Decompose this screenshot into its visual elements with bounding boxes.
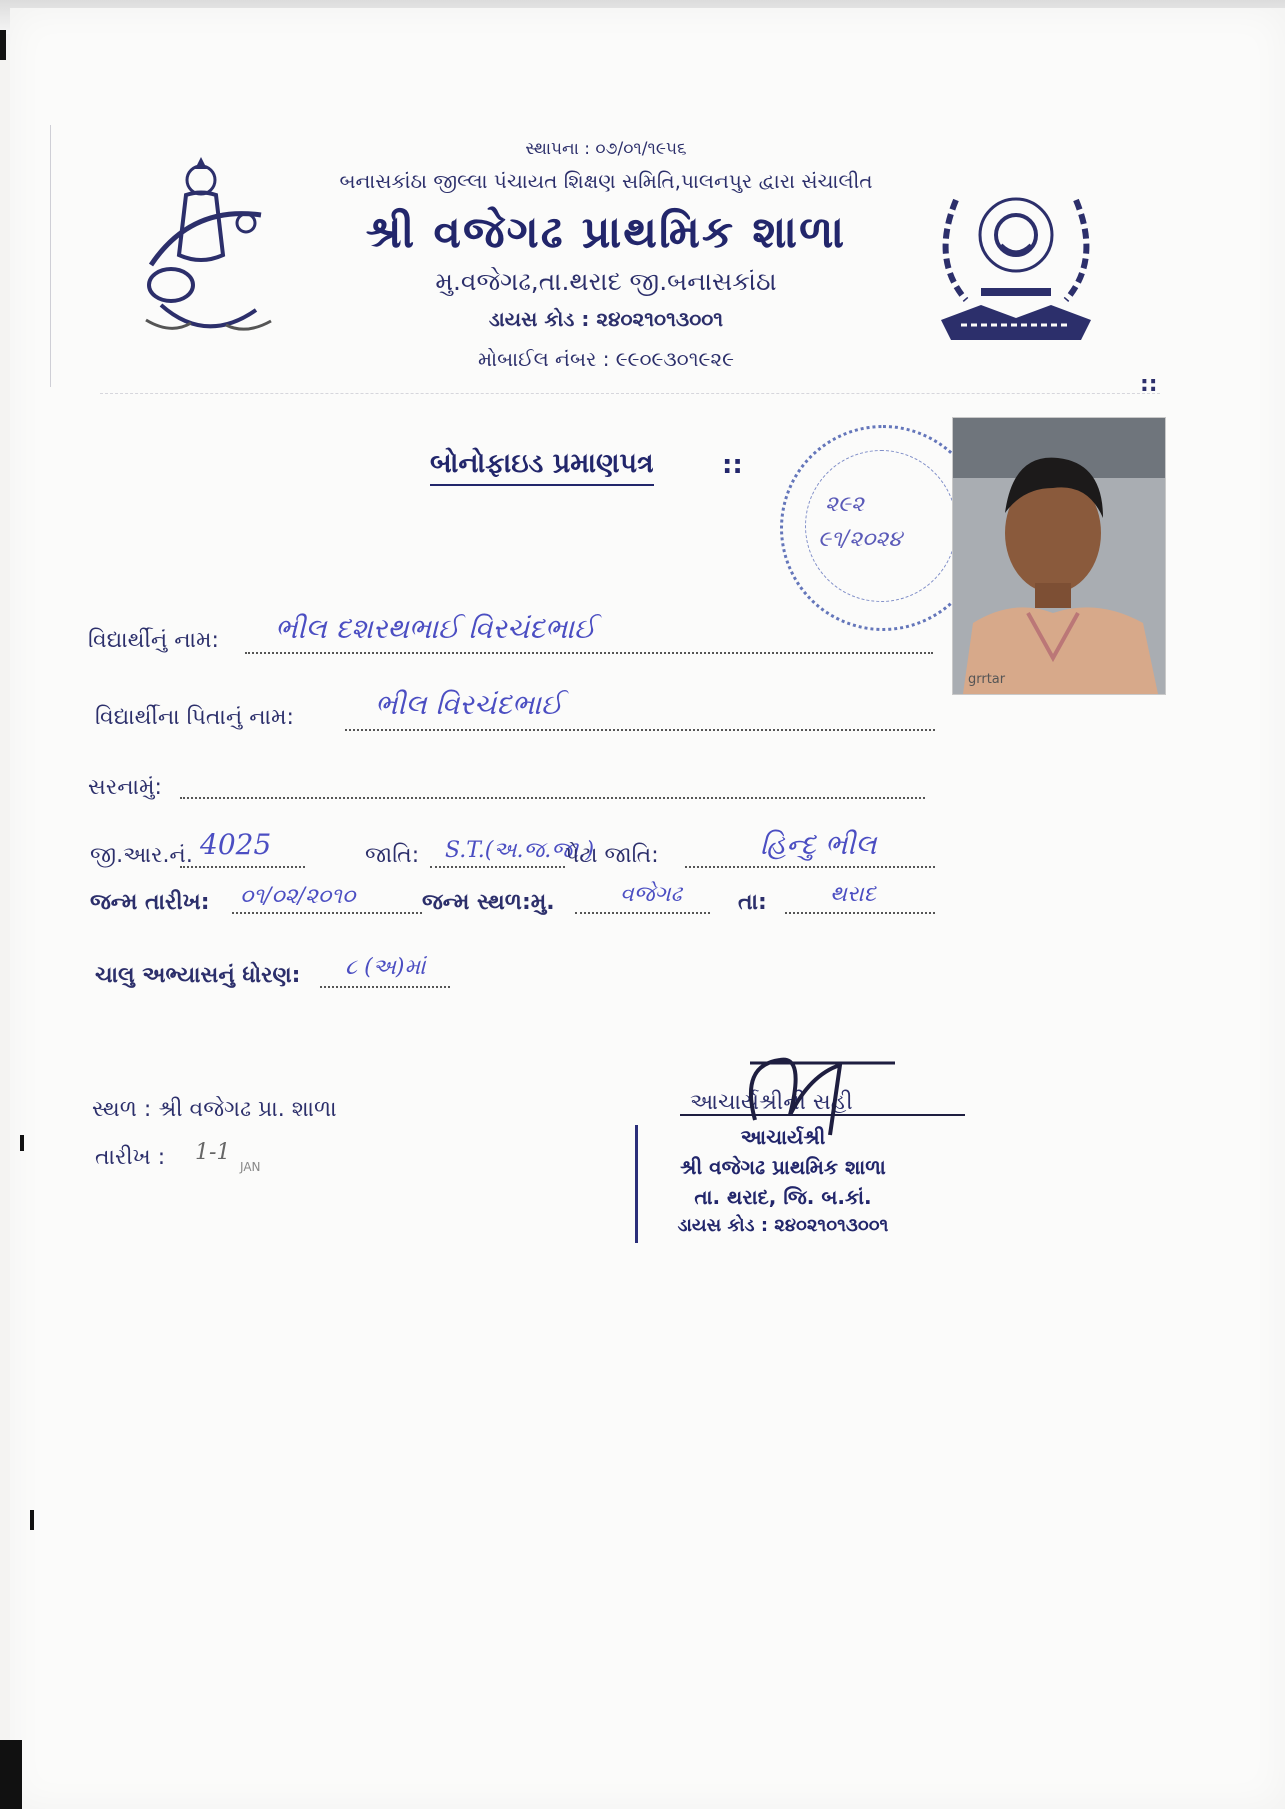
father-name-value: ભીલ વિરચંદભાઈ: [375, 688, 563, 721]
established-date: સ્થાપના : ૦૭/૦૧/૧૯૫૬: [525, 139, 687, 159]
school-letterhead: [50, 125, 1161, 387]
caste-label: જાતિ:: [365, 843, 420, 868]
title-colon-mark: ::: [722, 450, 743, 480]
certificate-title: બોનોફાઇડ પ્રમાણપત્ર: [430, 448, 654, 486]
dob-label: જન્મ તારીખ:: [90, 890, 210, 915]
dotted-line: [320, 986, 450, 988]
school-address: મુ.વજેગઢ,તા.થરાદ જી.બનાસકાંઠા: [435, 267, 777, 296]
principal-seal: [635, 1125, 928, 1243]
student-name-value: ભીલ દશરથભાઈ વિરચંદભાઈ: [275, 612, 596, 645]
dotted-line: [245, 652, 933, 654]
student-photo: [952, 417, 1166, 695]
dob-value: ૦૧/૦૨/૨૦૧૦: [240, 884, 356, 909]
mobile-number: મોબાઈલ નંબર : ૯૯૦૯૩૦૧૯૨૯: [478, 347, 734, 371]
photo-caption: grrtar: [968, 672, 1006, 687]
subcaste-label: પેટા જાતિ:: [565, 843, 659, 868]
stamp-number: ૨૯૨: [825, 492, 864, 517]
caste-value: S.T.(અ.જ.જા.): [445, 838, 595, 863]
address-label: સરનામું:: [88, 775, 162, 800]
father-name-label: વિદ્યાર્થીના પિતાનું નામ:: [95, 705, 294, 730]
seal-title: આચાર્યશ્રી: [740, 1125, 826, 1149]
date-stamp-text: JAN: [240, 1160, 261, 1174]
gr-label: જી.આર.નં.: [90, 843, 193, 868]
standard-value: ૮ (અ)માં: [345, 955, 426, 980]
taluka-label: તા:: [738, 890, 767, 915]
header-divider: [100, 393, 1160, 394]
dotted-line: [430, 866, 565, 868]
stamp-date: ૯૧/૨૦૨૪: [818, 527, 902, 552]
principal-sign-label: આચાર્યશ્રીની સહી: [690, 1090, 853, 1115]
scan-edge-mark: [0, 1740, 22, 1809]
place-text: સ્થળ : શ્રી વજેગઢ પ્રા. શાળા: [92, 1097, 337, 1122]
school-emblem-icon: [921, 160, 1111, 350]
saraswati-icon: [131, 145, 281, 345]
dotted-line: [785, 912, 935, 914]
subcaste-value: હિન્દુ ભીલ: [760, 828, 877, 861]
date-label: તારીખ :: [95, 1145, 166, 1170]
taluka-value: થરાદ: [830, 882, 876, 907]
birthplace-value: વજેગઢ: [620, 882, 682, 907]
gr-number-value: 4025: [200, 828, 272, 861]
scan-edge-mark: [0, 30, 6, 60]
dotted-line: [232, 912, 422, 914]
header-corner-mark: ::: [1140, 372, 1158, 397]
dise-code: ડાયસ કોડ : ૨૪૦૨૧૦૧૩૦૦૧: [488, 307, 724, 331]
birthplace-label: જન્મ સ્થળ:મુ.: [422, 890, 555, 915]
student-name-label: વિદ્યાર્થીનું નામ:: [88, 628, 219, 653]
scan-speck: [20, 1135, 24, 1151]
date-value: 1-1: [195, 1140, 231, 1165]
managing-trust: બનાસકાંઠા જીલ્લા પંચાયત શિક્ષણ સમિતિ,પાલનપુર દ્વારા સંચાલીત: [339, 169, 873, 193]
dotted-line: [685, 866, 935, 868]
seal-school: શ્રી વજેગઢ પ્રાથમિક શાળા: [680, 1155, 886, 1179]
scan-speck: [30, 1510, 34, 1530]
dotted-line: [575, 912, 710, 914]
school-name: શ્રી વજેગઢ પ્રાથમિક શાળા: [365, 207, 847, 258]
dotted-line: [345, 729, 935, 731]
dotted-line: [180, 866, 305, 868]
standard-label: ચાલુ અભ્યાસનું ધોરણ:: [95, 963, 301, 988]
dotted-line: [180, 797, 925, 799]
seal-dise-code: ડાયસ કોડ : ૨૪૦૨૧૦૧૩૦૦૧: [677, 1215, 889, 1236]
seal-taluka: તા. થરાદ, જિ. બ.કાં.: [694, 1185, 872, 1209]
